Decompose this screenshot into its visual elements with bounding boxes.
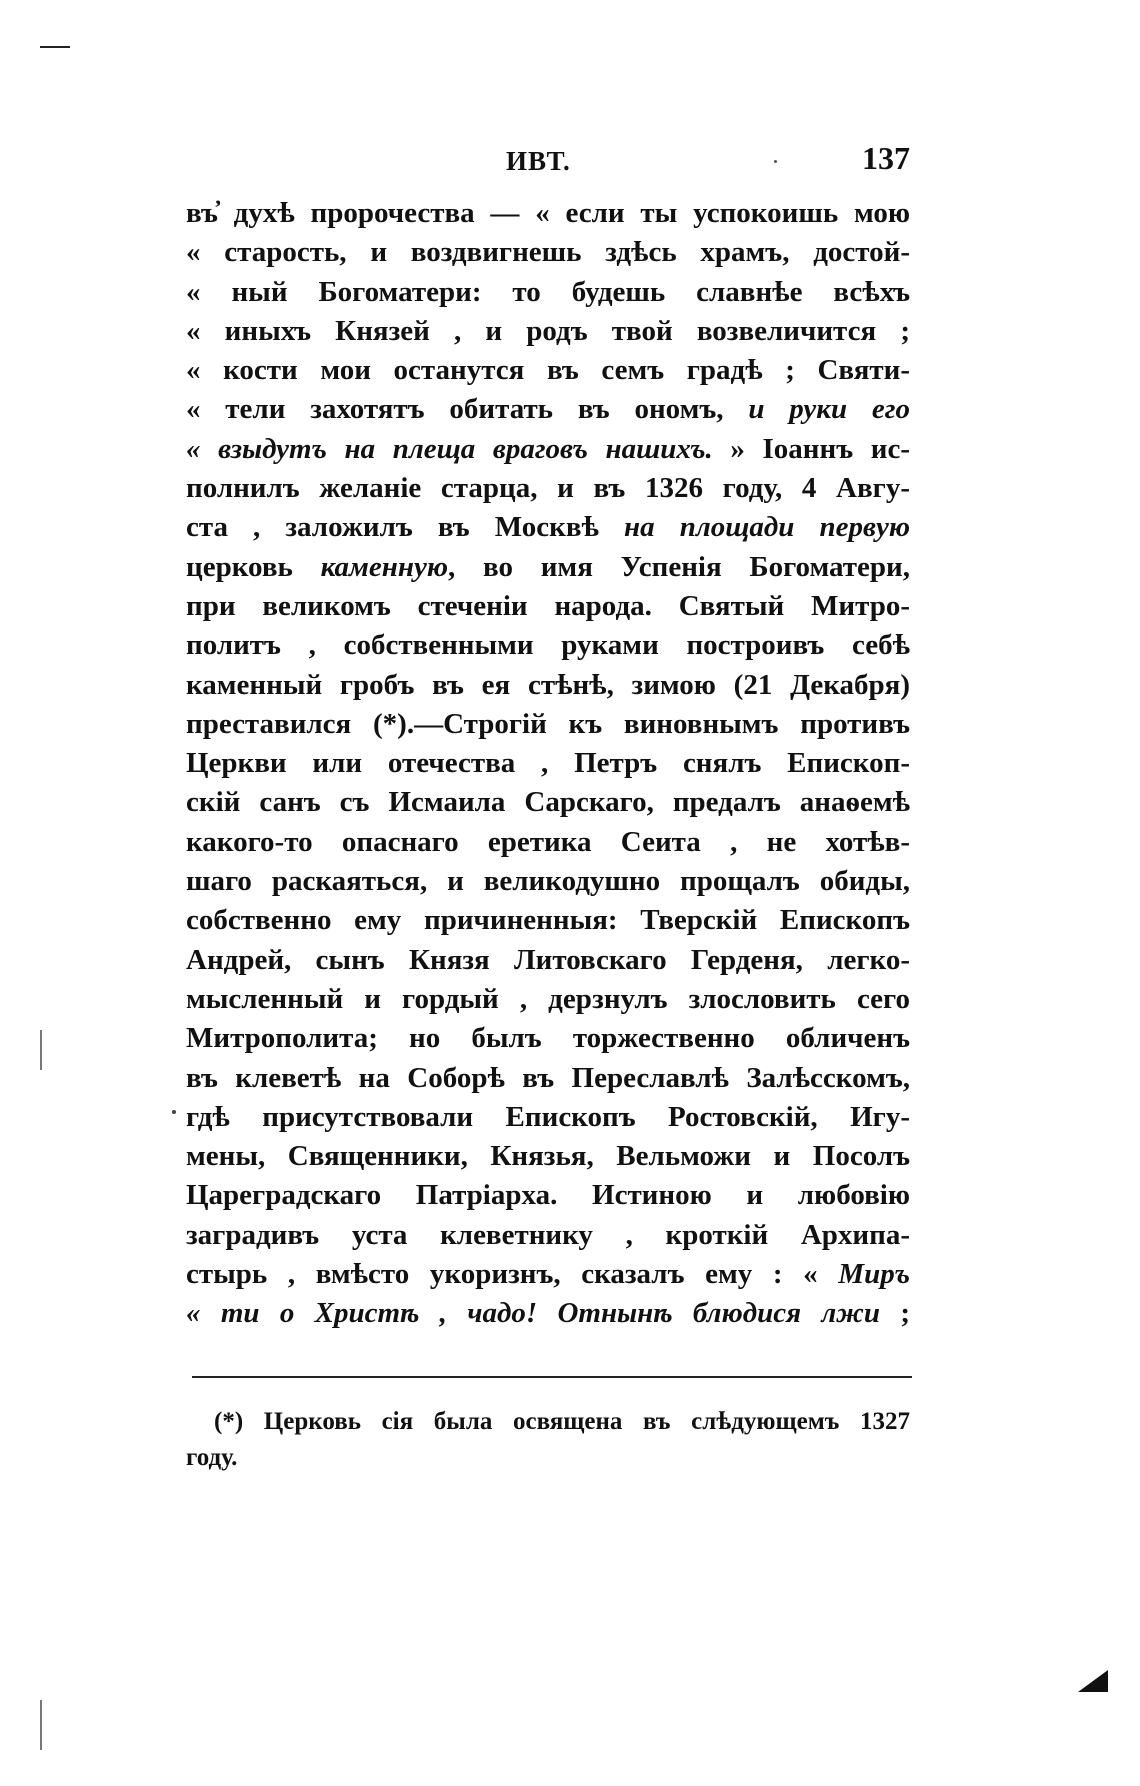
text-segment: въ клеветѣ на Соборѣ въ Переславлѣ Залѣсскомъ, — [186, 1061, 910, 1094]
text-segment: скій санъ съ Исмаила Сарскаго, предалъ анаѳемѣ — [186, 786, 910, 819]
text-line — [186, 587, 910, 626]
text-segment: при великомъ стеченіи народа. Святый Митро- — [186, 589, 910, 622]
text-segment: « иныхъ Князей , и родъ твой возвеличится ; — [186, 314, 910, 347]
text-segment: преставился (*).—Строгій къ виновнымъ противъ — [186, 707, 910, 740]
italic-quote-segment: « взыдутъ на плеща враговъ нашихъ. — [186, 432, 713, 465]
text-segment: « старость, и воздвигнешь здѣсь храмъ, достой- — [186, 236, 910, 269]
header-dot — [774, 160, 777, 163]
text-segment: Митрополита; но былъ торжественно обличенъ — [186, 1022, 910, 1055]
text-line — [186, 469, 910, 508]
text-line — [186, 233, 910, 272]
text-line — [186, 390, 910, 429]
italic-quote-segment: и руки его — [748, 393, 910, 426]
text-line — [186, 901, 910, 940]
scan-edge-mark — [40, 1700, 42, 1750]
text-segment: « кости мои останутся въ семъ градѣ ; Святи- — [186, 354, 910, 387]
footnote — [186, 1404, 910, 1476]
text-line — [186, 508, 910, 547]
text-segment: полнилъ желаніе старца, и въ 1326 году, 4 Авгу- — [186, 472, 910, 505]
italic-quote-segment: каменную — [320, 550, 449, 583]
text-segment: Церкви или отечества , Петръ снялъ Епископ- — [186, 747, 910, 780]
page-header — [186, 140, 910, 180]
text-segment: мены, Священники, Князья, Вельможи и Посолъ — [186, 1140, 910, 1173]
scan-edge-mark — [40, 1030, 42, 1070]
text-segment: ; — [880, 1297, 910, 1330]
text-segment: какого-то опаснаго еретика Сеита , не хотѣв- — [186, 825, 910, 858]
text-line — [186, 666, 910, 705]
text-segment: , во имя Успенія Богоматери, — [448, 550, 910, 583]
main-text — [186, 194, 910, 1334]
text-segment: гдѣ присутствовали Епископъ Ростовскій, Игу- — [186, 1100, 910, 1133]
text-line — [186, 1137, 910, 1176]
text-line — [186, 273, 910, 312]
italic-quote-segment: « ти о Христѣ , чадо! Отнынѣ блюдися лжи — [186, 1297, 881, 1330]
text-segment: собственно ему причиненныя: Тверскій Епископъ — [186, 904, 910, 937]
footnote-line: году. — [186, 1444, 238, 1471]
text-line — [186, 1019, 910, 1058]
text-line — [186, 1255, 910, 1294]
text-line — [186, 705, 910, 744]
text-segment: церковь — [186, 550, 321, 583]
text-line — [186, 1294, 910, 1333]
text-segment: въ̓ духѣ пророчества — « если ты успокоишь мою — [186, 197, 910, 229]
text-line — [186, 351, 910, 390]
text-line — [186, 980, 910, 1019]
text-segment: шаго раскаяться, и великодушно прощалъ обиды, — [186, 865, 910, 898]
text-line — [186, 548, 910, 587]
page-number: 137 — [862, 140, 910, 176]
text-line — [186, 1059, 910, 1098]
text-segment: мысленный и гордый , дерзнулъ злословить сего — [186, 982, 910, 1015]
text-segment: Андрей, сынъ Князя Литовскаго Герденя, легко- — [186, 943, 910, 976]
text-segment: « ный Богоматери: то будешь славнѣе всѣхъ — [186, 275, 910, 308]
text-line — [186, 744, 910, 783]
footnote-line: (*) Церковь сія была освящена въ слѣдующемъ 1327 — [214, 1408, 910, 1435]
text-segment: Цареградскаго Патріарха. Истиною и любовію — [186, 1179, 910, 1212]
text-line — [186, 941, 910, 980]
text-segment: стырь , вмѣсто укоризнъ, сказалъ ему : « — [186, 1258, 839, 1291]
text-line — [186, 312, 910, 351]
text-line — [186, 430, 910, 469]
running-head: ИВТ. — [506, 146, 571, 176]
printer-ornament-icon — [1078, 1670, 1108, 1692]
scan-corner-mark — [40, 46, 70, 48]
text-segment: политъ , собственными руками построивъ себѣ — [186, 629, 910, 662]
italic-quote-segment: на площади первую — [624, 511, 910, 544]
text-line — [186, 194, 910, 233]
text-line — [186, 862, 910, 901]
text-line — [186, 783, 910, 822]
text-line — [186, 1098, 910, 1137]
text-segment: « тели захотятъ обитать въ ономъ, — [186, 393, 749, 426]
footnote-rule — [192, 1376, 912, 1378]
text-segment: » Іоаннъ ис- — [712, 432, 910, 465]
margin-dot — [172, 1110, 176, 1114]
text-line — [186, 626, 910, 665]
text-segment: ста , заложилъ въ Москвѣ — [186, 511, 625, 544]
text-segment: каменный гробъ въ ея стѣнѣ, зимою (21 Декабря) — [186, 668, 910, 701]
italic-quote-segment: Миръ — [838, 1258, 910, 1291]
text-line — [186, 1176, 910, 1215]
text-line — [186, 1216, 910, 1255]
text-line — [186, 823, 910, 862]
text-segment: заградивъ уста клеветнику , кроткій Архипа- — [186, 1218, 910, 1251]
